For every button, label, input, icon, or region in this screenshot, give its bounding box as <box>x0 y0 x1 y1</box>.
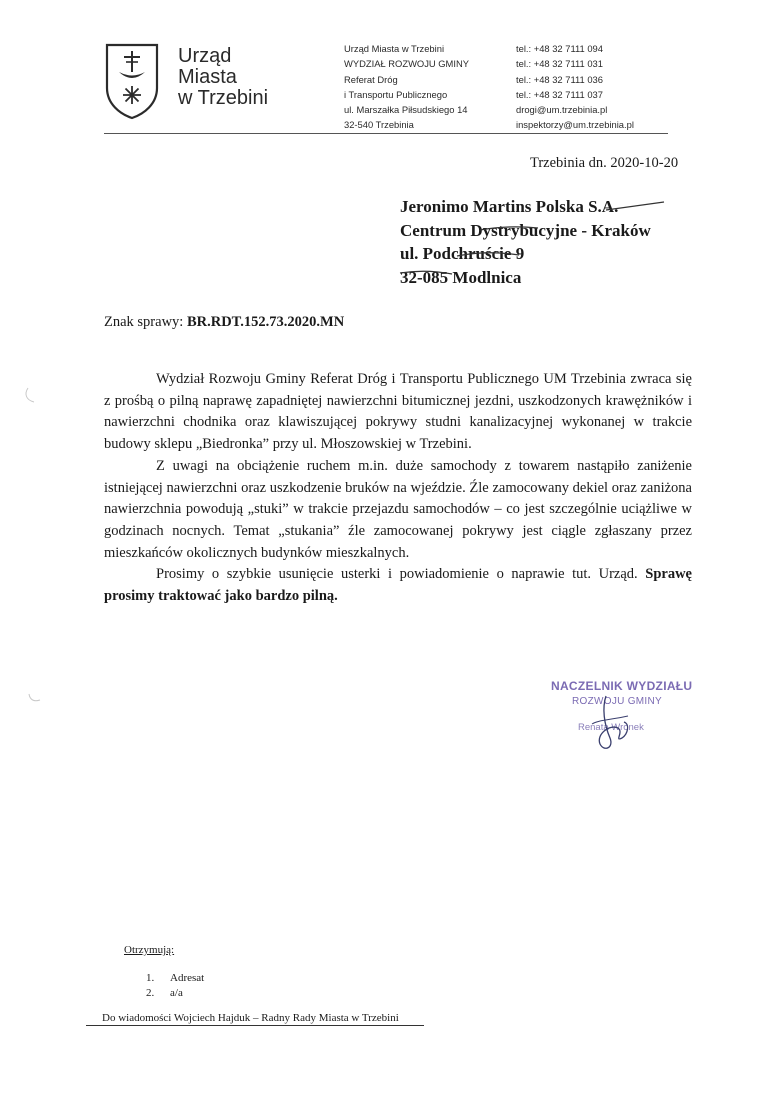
handwritten-strike-mark <box>604 200 666 212</box>
handwritten-strike-mark <box>398 266 454 278</box>
list-item <box>146 986 204 1001</box>
recipient-line: Centrum Dystrybucyjne - Kraków <box>400 220 651 240</box>
office-address <box>344 41 469 133</box>
contact-line: tel.: +48 32 7111 031 <box>516 58 603 70</box>
handwritten-signature-icon <box>584 694 634 754</box>
address-line: Urząd Miasta w Trzebini <box>344 43 445 54</box>
letter-body <box>104 369 692 608</box>
handwritten-strike-mark <box>455 248 521 260</box>
contact-line: inspektorzy@um.trzebinia.pl <box>516 119 634 131</box>
body-paragraph: Wydział Rozwoju Gminy Referat Dróg i Transportu Publicznego UM Trzebinia zwraca się z prośbą o pilną naprawę zapadniętej nawierzchni bitumicznej jezdni, uszkodzonych krawężników i nawierzchni chodnika oraz klawiszującej pokrywy studni kanalizacyjnej wykonanej w trakcie budowy sklepu „Biedronka” przy ul. Młoszowskiej w Trzebini. <box>104 371 692 453</box>
cc-notice: Do wiadomości Wojciech Hajduk – Radny Rady Miasta w Trzebini <box>102 1012 399 1024</box>
case-reference-number: BR.RDT.152.73.2020.MN <box>186 314 345 330</box>
office-contact <box>516 41 634 133</box>
stamp-department: ROZWOJU GMINY <box>572 696 663 707</box>
header-divider <box>104 133 668 134</box>
letter-date: Trzebinia dn. 2020-10-20 <box>530 155 679 171</box>
address-line: i Transportu Publicznego <box>344 88 448 100</box>
scan-hole-mark <box>26 690 44 708</box>
address-line: ul. Marszałka Piłsudskiego 14 <box>344 104 468 116</box>
list-item-text: Adresat <box>170 972 205 984</box>
office-name-line: Miasta <box>178 66 237 88</box>
contact-line: tel.: +48 32 7111 036 <box>516 73 603 85</box>
body-paragraph: Z uwagi na obciążenie ruchem m.in. duże samochody z towarem nastąpiło zaniżenie istniejącej nawierzchni oraz uszkodzenie bruków na wjeździe. Źle zamocowany dekiel oraz zaniżona nawierzchnia powodują „stuki” w trakcie przejazdu samochodów – co jest szczególnie uciążliwe w godzinach nocnych. Temat „stukania” źle zamocowanej pokrywy jest ciągle zgłaszany przez mieszkańców okolicznych budynków mieszkalnych. <box>104 457 692 561</box>
cc-underline <box>86 1025 424 1026</box>
scan-hole-mark <box>24 386 42 404</box>
office-name-line: w Trzebini <box>178 87 269 109</box>
list-item-number: 2. <box>146 986 155 999</box>
distribution-title: Otrzymują: <box>124 944 175 956</box>
contact-line: drogi@um.trzebinia.pl <box>516 104 608 116</box>
address-line: Referat Dróg <box>344 73 398 85</box>
body-paragraph <box>104 564 692 607</box>
closing-request: Prosimy o szybkie usunięcie usterki i powiadomienie o naprawie tut. Urząd. <box>156 566 646 583</box>
address-line: 32-540 Trzebinia <box>344 119 414 131</box>
handwritten-strike-mark <box>478 222 540 234</box>
urgency-note: Sprawę prosimy traktować jako bardzo pilną. <box>104 566 692 605</box>
list-item <box>146 971 204 986</box>
stamp-title: NACZELNIK WYDZIAŁU <box>551 679 693 693</box>
contact-line: tel.: +48 32 7111 037 <box>516 88 603 100</box>
recipient-line: ul. Podchruście 9 <box>400 244 525 263</box>
recipient-line: Jeronimo Martins Polska S.A. <box>400 197 619 216</box>
list-item-number: 1. <box>146 972 155 984</box>
case-reference <box>104 314 344 331</box>
recipient-line: 32-085 Modlnica <box>400 267 522 287</box>
official-stamp <box>548 676 708 766</box>
stamp-name: Renata Wronek <box>578 722 644 733</box>
address-line: WYDZIAŁ ROZWOJU GMINY <box>344 58 469 70</box>
coat-of-arms-icon <box>104 42 160 120</box>
case-reference-label: Znak sprawy: <box>104 314 187 330</box>
distribution-list <box>146 971 204 1000</box>
office-name-line: Urząd <box>178 45 232 67</box>
contact-line: tel.: +48 32 7111 094 <box>516 43 603 54</box>
office-name <box>178 46 268 109</box>
list-item-text: a/a <box>170 986 183 999</box>
